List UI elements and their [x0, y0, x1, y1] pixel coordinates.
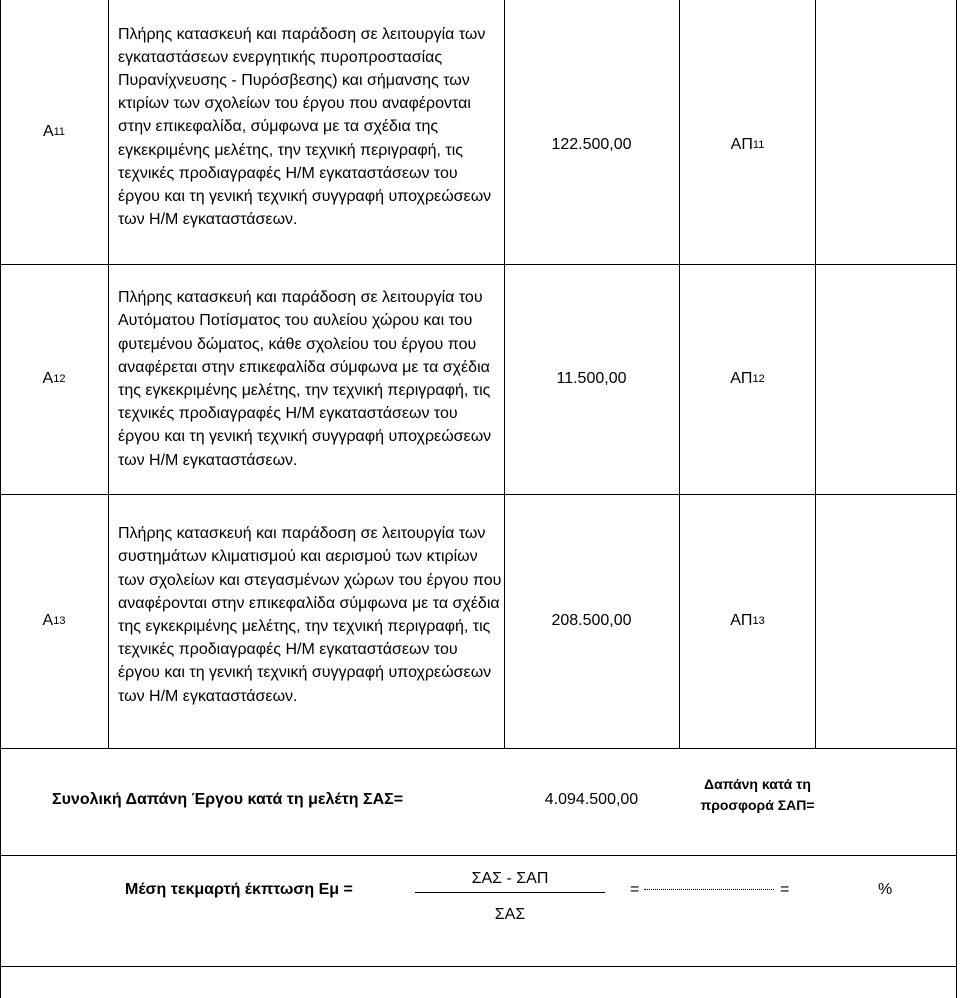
code-subscript: 11: [53, 126, 66, 138]
row-amount-a13: [504, 494, 679, 748]
apcode-letters: ΑΠ: [730, 370, 753, 387]
apcode-subscript: 13: [752, 615, 765, 627]
percent-sign: %: [878, 881, 893, 898]
amount-value: 11.500,00: [556, 370, 627, 387]
apcode-letters: ΑΠ: [730, 136, 753, 153]
description-text: Πλήρης κατασκευή και παράδοση σε λειτουργία των εγκαταστάσεων ενεργητικής πυροπροστασίας Πυρανίχνευσης - Πυρόσβεσης) και σήμανσης των κτιρίων των σχολείων του έργου που αναφέρονται στην επικεφαλίδα, σύμφωνα με τα σχέδια της εγκεκριμένης μελέτης, την τεχνική περιγραφή, τις τεχνικές προδιαγραφές Η/Μ εγκαταστάσεων του έργου και τη γενική τεχνική συγγραφή υποχρεώσεων των Η/Μ εγκαταστάσεων.: [118, 25, 492, 229]
apcode-subscript: 11: [752, 139, 765, 151]
total-amount: 4.094.500,00: [544, 791, 639, 808]
code-letter: Α: [42, 612, 54, 629]
apcode-subscript: 12: [752, 373, 765, 385]
row-apcode-a12: [680, 264, 815, 494]
row-divider: [0, 748, 957, 749]
description-text: Πλήρης κατασκευή και παράδοση σε λειτουργία των συστημάτων κλιματισμού και αερισμού των κτιρίων των σχολείων και στεγασμένων χώρων του έργου που αναφέρονται στην επικεφαλίδα σύμφωνα με τα σχέδια της εγκεκριμένης μελέτης, την τεχνική περιγραφή, τις τεχνικές προδιαγραφές Η/Μ εγκαταστάσεων του έργου και τη γενική τεχνική συγγραφή υποχρεώσεων των Η/Μ εγκαταστάσεων.: [118, 525, 502, 705]
row-divider: [0, 966, 957, 967]
amount-value: 208.500,00: [551, 612, 632, 629]
offer-label: Δαπάνη κατά τη προσφορά ΣΑΠ=: [700, 776, 815, 813]
fraction-bar: [415, 892, 605, 893]
equals-sign: =: [780, 881, 790, 898]
table-border-right: [956, 0, 957, 998]
fill-in-dotted-line: [644, 889, 774, 890]
equals-sign: =: [630, 881, 640, 898]
code-letter: Α: [42, 370, 54, 387]
code-letter: Α: [42, 123, 54, 140]
row-apcode-a11: [680, 0, 815, 290]
formula-label: Μέση τεκμαρτή έκπτωση Εμ =: [125, 881, 353, 898]
row-description-a12: [118, 264, 503, 494]
apcode-letters: ΑΠ: [730, 612, 753, 629]
code-subscript: 13: [53, 615, 66, 627]
fraction-numerator: ΣΑΣ - ΣΑΠ: [471, 870, 549, 887]
row-amount-a12: [504, 264, 679, 494]
row-apcode-a13: [680, 494, 815, 748]
row-description-a11: [118, 0, 503, 254]
column-divider: [815, 0, 816, 748]
row-code-a11: [0, 0, 108, 264]
row-amount-a11: [504, 0, 679, 290]
row-divider: [0, 855, 957, 856]
row-code-a12: [0, 264, 108, 494]
code-subscript: 12: [53, 373, 66, 385]
total-label: Συνολική Δαπάνη Έργου κατά τη μελέτη ΣΑΣ=: [52, 791, 404, 808]
amount-value: 122.500,00: [551, 136, 632, 153]
column-divider: [108, 0, 109, 748]
row-code-a13: [0, 494, 108, 748]
row-description-a13: [118, 494, 503, 736]
fraction-denominator: ΣΑΣ: [494, 906, 526, 923]
description-text: Πλήρης κατασκευή και παράδοση σε λειτουργία του Αυτόματου Ποτίσματος του αυλείου χώρου και του φυτεμένου δώματος, κάθε σχολείου του έργου που αναφέρεται στην επικεφαλίδα σύμφωνα με τα σχέδια της εγκεκριμένης μελέτης, την τεχνική περιγραφή, τις τεχνικές προδιαγραφές Η/Μ εγκαταστάσεων του έργου και τη γενική τεχνική συγγραφή υποχρεώσεων των Η/Μ εγκαταστάσεων.: [118, 289, 492, 469]
